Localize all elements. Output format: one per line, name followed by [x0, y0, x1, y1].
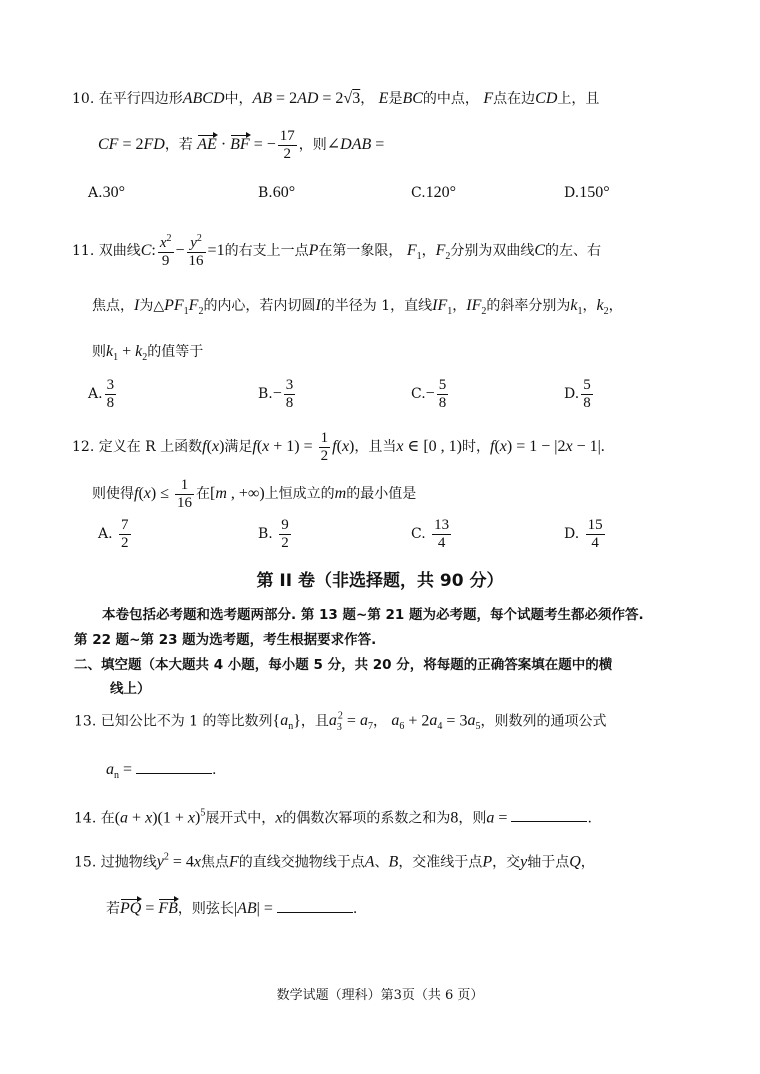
math: )$^5$: [194, 808, 206, 827]
math: $a_4$: [429, 712, 443, 733]
option-label: A.: [98, 526, 113, 542]
question-text: 时，: [461, 439, 490, 455]
question-text: 为△: [139, 298, 165, 314]
math: (: [494, 438, 500, 455]
math: {: [272, 712, 281, 730]
question-text: 的左、右: [545, 243, 602, 259]
question-text: ，: [608, 298, 623, 314]
math: x: [565, 438, 573, 455]
question-12-line-2: [92, 477, 416, 511]
math: m: [215, 485, 227, 502]
math: =: [371, 136, 385, 153]
math: I: [134, 297, 140, 314]
question-text: ，则: [458, 810, 487, 827]
question-number: 10.: [72, 91, 95, 107]
question-11-line-3: [92, 344, 203, 363]
option-label: C.: [411, 185, 426, 201]
math: P: [308, 242, 319, 259]
question-10-line-2: [98, 128, 384, 162]
math: $a_n$: [106, 761, 119, 782]
math: x: [187, 809, 195, 827]
math: 120°: [425, 184, 457, 201]
option-d: [564, 377, 595, 411]
math: | =: [256, 900, 277, 917]
math: −: [175, 242, 185, 259]
math: f: [332, 438, 337, 455]
math: x: [193, 853, 201, 871]
math: x: [341, 438, 350, 455]
math-fraction: $\frac{1}{16}$: [177, 477, 192, 511]
section-intro-line-2: 第 22 题~第 23 题为选考题，考生根据要求作答.: [74, 632, 377, 648]
math: (: [256, 438, 263, 455]
math: = 3: [442, 712, 468, 730]
math: −: [425, 385, 435, 402]
math: $F_1$: [406, 242, 422, 263]
question-13-line-2: [106, 762, 216, 781]
question-text: 分别为双曲线: [450, 243, 535, 259]
option-c: [411, 517, 453, 551]
option-label: A.: [88, 185, 103, 201]
option-label: D.: [564, 185, 580, 201]
math: F: [228, 853, 239, 871]
question-text: 已知公比不为 1 的等比数列: [100, 713, 273, 730]
math: (: [138, 485, 144, 502]
math: f: [252, 438, 257, 455]
math: m: [334, 485, 347, 502]
math: =: [119, 761, 137, 778]
math-fraction: $\frac{3}{8}$: [106, 377, 115, 411]
math: $k_2$: [596, 297, 609, 318]
math: = 2√3: [318, 90, 361, 107]
math: AB: [252, 90, 273, 107]
math: ∠: [326, 136, 341, 153]
math: B: [388, 853, 399, 871]
question-text: ，交准线于点: [398, 854, 483, 871]
question-text: ，: [452, 298, 467, 314]
question-text: 轴于点: [527, 854, 570, 871]
math-fraction: $\frac{17}{2}$: [279, 128, 295, 162]
math: :: [151, 242, 156, 259]
math: x: [211, 438, 220, 455]
math: x: [275, 809, 283, 827]
question-text: 满足: [224, 439, 253, 455]
math: − 1|.: [572, 438, 605, 455]
math: ∈ [0 , 1): [403, 438, 462, 455]
math: BC: [402, 90, 423, 107]
question-number: 13.: [74, 713, 97, 730]
option-label: C.: [411, 386, 426, 402]
math: f: [489, 438, 495, 455]
option-a: [88, 377, 118, 411]
math: f: [202, 438, 207, 455]
answer-blank[interactable]: [136, 772, 212, 774]
math: =1: [207, 242, 225, 259]
question-14-line-1: [74, 809, 592, 826]
option-a: [98, 517, 133, 551]
answer-blank[interactable]: [511, 820, 587, 822]
question-12-line-1: [72, 430, 605, 464]
question-text: ，: [360, 91, 375, 107]
question-text: ，: [580, 854, 595, 871]
math: a: [486, 809, 495, 827]
question-text: 中，: [224, 91, 253, 107]
question-text: 、: [374, 854, 389, 871]
math: A: [364, 853, 375, 871]
math: CF: [98, 136, 119, 153]
math: C: [140, 242, 152, 259]
question-text: ，: [582, 298, 597, 314]
question-text: 上，且: [557, 91, 600, 107]
math: 150°: [579, 184, 610, 201]
question-text: 焦点，: [92, 298, 134, 314]
math-fraction: $\frac{9}{2}$: [281, 517, 289, 551]
math: P: [482, 853, 493, 871]
math-fraction: $\frac{y^2}{16}$: [188, 233, 204, 269]
question-text: ，且: [300, 713, 329, 730]
math: C: [534, 242, 546, 259]
question-number: 11.: [72, 243, 95, 259]
question-text: 的斜率分别为: [486, 298, 571, 314]
question-15-line-2: [106, 901, 357, 917]
question-number: 14.: [74, 810, 97, 827]
math: $a_n$: [280, 712, 294, 733]
math-fraction: $\frac{3}{8}$: [285, 377, 294, 411]
option-label: B.: [258, 526, 273, 542]
option-a: [88, 184, 125, 202]
math-fraction: $\frac{5}{8}$: [438, 377, 447, 411]
question-text: 上恒成立的: [264, 486, 335, 502]
math: x: [262, 438, 270, 455]
question-text: 的值等于: [147, 344, 204, 360]
question-text: 在: [196, 486, 210, 502]
question-text: ，: [421, 243, 436, 259]
question-text: 在: [100, 810, 115, 827]
math: |: [233, 900, 238, 917]
math: $k_2$: [135, 343, 148, 364]
question-text: 双曲线: [98, 243, 141, 259]
math: $k_1$: [570, 297, 583, 318]
question-text: 展开式中，: [205, 810, 276, 827]
option-label: B.: [258, 185, 273, 201]
math: $PF_1F_2$: [164, 297, 204, 318]
math: E: [378, 90, 389, 107]
math: AB: [237, 900, 257, 917]
question-text: 在第一象限，: [318, 243, 403, 259]
math-fraction: $\frac{x^2}{9}$: [159, 233, 172, 269]
math: (: [206, 438, 212, 455]
math: 8: [450, 809, 459, 827]
math-fraction: $\frac{15}{4}$: [587, 517, 603, 551]
option-label: D.: [564, 526, 580, 542]
math: +: [128, 809, 146, 827]
question-text: ，: [372, 713, 387, 730]
question-number: 12.: [72, 439, 95, 455]
math-fraction: $\frac{13}{4}$: [434, 517, 450, 551]
math: +: [118, 343, 136, 360]
question-text: 的偶数次幂项的系数之和为: [282, 810, 451, 827]
math: −: [272, 385, 282, 402]
math: ·: [216, 136, 231, 153]
question-text: 在平行四边形: [98, 91, 183, 107]
math: + 2: [404, 712, 430, 730]
period: .: [352, 901, 358, 917]
option-b: [258, 517, 293, 551]
math-fraction: $\frac{7}{2}$: [121, 517, 129, 551]
answer-blank[interactable]: [277, 911, 353, 913]
math: ): [219, 438, 225, 455]
math: a: [120, 809, 129, 827]
option-c: [411, 184, 456, 202]
part-title-line-1: 二、填空题（本大题共 4 小题，每小题 5 分，共 20 分，将每题的正确答案填在题中的横: [74, 657, 613, 673]
math: x: [396, 438, 404, 455]
math: 30°: [102, 184, 125, 201]
math: (: [114, 809, 121, 827]
math: [: [210, 485, 216, 502]
page-footer: 数学试题（理科）第3页（共 6 页）: [276, 988, 484, 1003]
question-text: 若: [106, 901, 120, 917]
question-text: 是: [388, 91, 403, 107]
option-label: D.: [564, 386, 580, 402]
math: x: [145, 809, 153, 827]
math: FD: [143, 136, 165, 153]
math: = 2: [272, 90, 298, 107]
math: $IF_1$: [432, 297, 453, 318]
math: =: [141, 900, 159, 917]
math: + 1) =: [269, 438, 317, 455]
question-text: 的右支上一点: [224, 243, 309, 259]
math: $a_6$: [391, 712, 405, 733]
math: =: [342, 712, 360, 730]
math: x: [143, 485, 151, 502]
question-number: 15.: [74, 854, 97, 871]
question-text: ，则数列的通项公式: [480, 713, 607, 730]
question-text: 定义在 R 上函数: [98, 439, 203, 455]
option-d: [564, 184, 610, 202]
math: y: [520, 853, 528, 871]
question-text: 的半径为 1，直线: [320, 298, 433, 314]
math: f: [134, 485, 139, 502]
part-title-line-2: 线上）: [110, 681, 151, 697]
math: x: [499, 438, 507, 455]
math: }: [293, 712, 301, 730]
math: AD: [297, 90, 319, 107]
question-text: 的直线交抛物线于点: [238, 854, 365, 871]
math: $a_3^2$: [328, 711, 343, 733]
option-d: [564, 517, 607, 551]
math: , +∞): [226, 485, 265, 502]
question-text: ，则弦长: [177, 901, 234, 917]
math: = 2: [118, 136, 144, 153]
math-vector: BF: [230, 136, 250, 153]
question-text: ，交: [492, 854, 521, 871]
math: $a_5$: [467, 712, 481, 733]
math: (: [336, 438, 342, 455]
option-b: [258, 184, 295, 202]
question-text: ，且当: [354, 439, 397, 455]
math: CD: [535, 90, 558, 107]
question-text: 焦点: [200, 854, 229, 871]
math-fraction: $\frac{1}{2}$: [320, 430, 329, 464]
math: DAB: [340, 136, 372, 153]
question-text: 则使得: [92, 486, 134, 502]
question-13-line-1: [74, 712, 606, 733]
period: .: [587, 810, 592, 827]
question-text: 过抛物线: [100, 854, 157, 871]
math: = 4: [168, 853, 194, 871]
math: $k_1$: [106, 343, 119, 364]
math: F: [483, 90, 494, 107]
math: $a_7$: [359, 712, 373, 733]
option-c: [411, 377, 450, 411]
math: $IF_2$: [466, 297, 487, 318]
math: I: [315, 297, 321, 314]
option-label: B.: [258, 386, 273, 402]
math: $F_2$: [435, 242, 451, 263]
question-text: 点在边: [493, 91, 536, 107]
period: .: [212, 762, 217, 778]
question-text: ，则: [298, 137, 327, 153]
question-text: ，若: [164, 137, 193, 153]
question-text: 则: [92, 344, 106, 360]
math: = −: [249, 136, 276, 153]
question-text: 的内心，若内切圆: [203, 298, 316, 314]
math-fraction: $\frac{5}{8}$: [583, 377, 591, 411]
math: Q: [569, 853, 581, 871]
question-text: 的中点，: [422, 91, 479, 107]
math: $y^2$: [156, 852, 169, 871]
option-label: A.: [88, 386, 103, 402]
math-vector: PQ: [120, 900, 142, 917]
math: =: [494, 809, 512, 827]
section-intro-line-1: 本卷包括必考题和选考题两部分. 第 13 题~第 21 题为必考题，每个试题考生都必须作答.: [102, 607, 644, 623]
math: ) = 1 − |2: [506, 438, 566, 455]
math-vector: AE: [197, 136, 217, 153]
math: ): [349, 438, 355, 455]
question-10-line-1: [72, 91, 599, 107]
question-text: 的最小值是: [346, 486, 417, 502]
section-title: 第 II 卷（非选择题，共 90 分）: [256, 571, 504, 591]
option-label: C.: [411, 526, 426, 542]
math: )(1 +: [152, 809, 188, 827]
math: 60°: [272, 184, 296, 201]
question-11-line-2: [92, 298, 623, 317]
math: ABCD: [182, 90, 225, 107]
option-b: [258, 377, 297, 411]
question-11-line-1: [72, 233, 601, 269]
math-vector: FB: [158, 900, 178, 917]
question-15-line-1: [74, 853, 595, 870]
math: ) ≤: [150, 485, 173, 502]
